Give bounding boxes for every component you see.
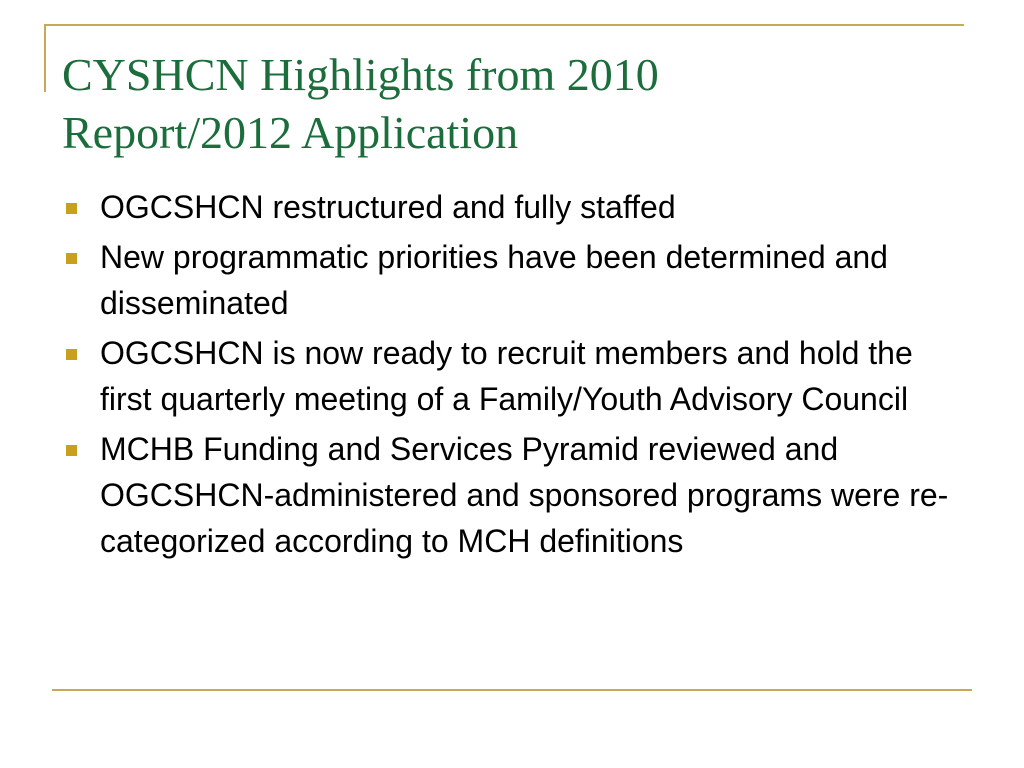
bullet-text-4: MCHB Funding and Services Pyramid reviewed and OGCSHCN-administered and sponsored programs were re-categorized according to MCH definitions — [100, 431, 949, 559]
bullet-item-4 — [62, 426, 962, 564]
bullet-list — [62, 184, 962, 568]
left-rule — [44, 24, 46, 92]
title-line-1: CYSHCN Highlights from 2010 — [62, 49, 659, 100]
square-bullet-icon — [66, 349, 77, 360]
square-bullet-icon — [66, 445, 77, 456]
bullet-item-3 — [62, 330, 962, 422]
bullet-item-2 — [62, 234, 962, 326]
bottom-rule — [52, 689, 972, 691]
bullet-item-1 — [62, 184, 962, 230]
top-rule — [44, 24, 964, 26]
slide-title — [62, 46, 962, 162]
square-bullet-icon — [66, 203, 77, 214]
bullet-text-1: OGCSHCN restructured and fully staffed — [100, 189, 676, 225]
title-line-2: Report/2012 Application — [62, 107, 519, 158]
bullet-text-2: New programmatic priorities have been determined and disseminated — [100, 239, 888, 321]
bullet-text-3: OGCSHCN is now ready to recruit members and hold the first quarterly meeting of a Family/Youth Advisory Council — [100, 335, 913, 417]
square-bullet-icon — [66, 253, 77, 264]
